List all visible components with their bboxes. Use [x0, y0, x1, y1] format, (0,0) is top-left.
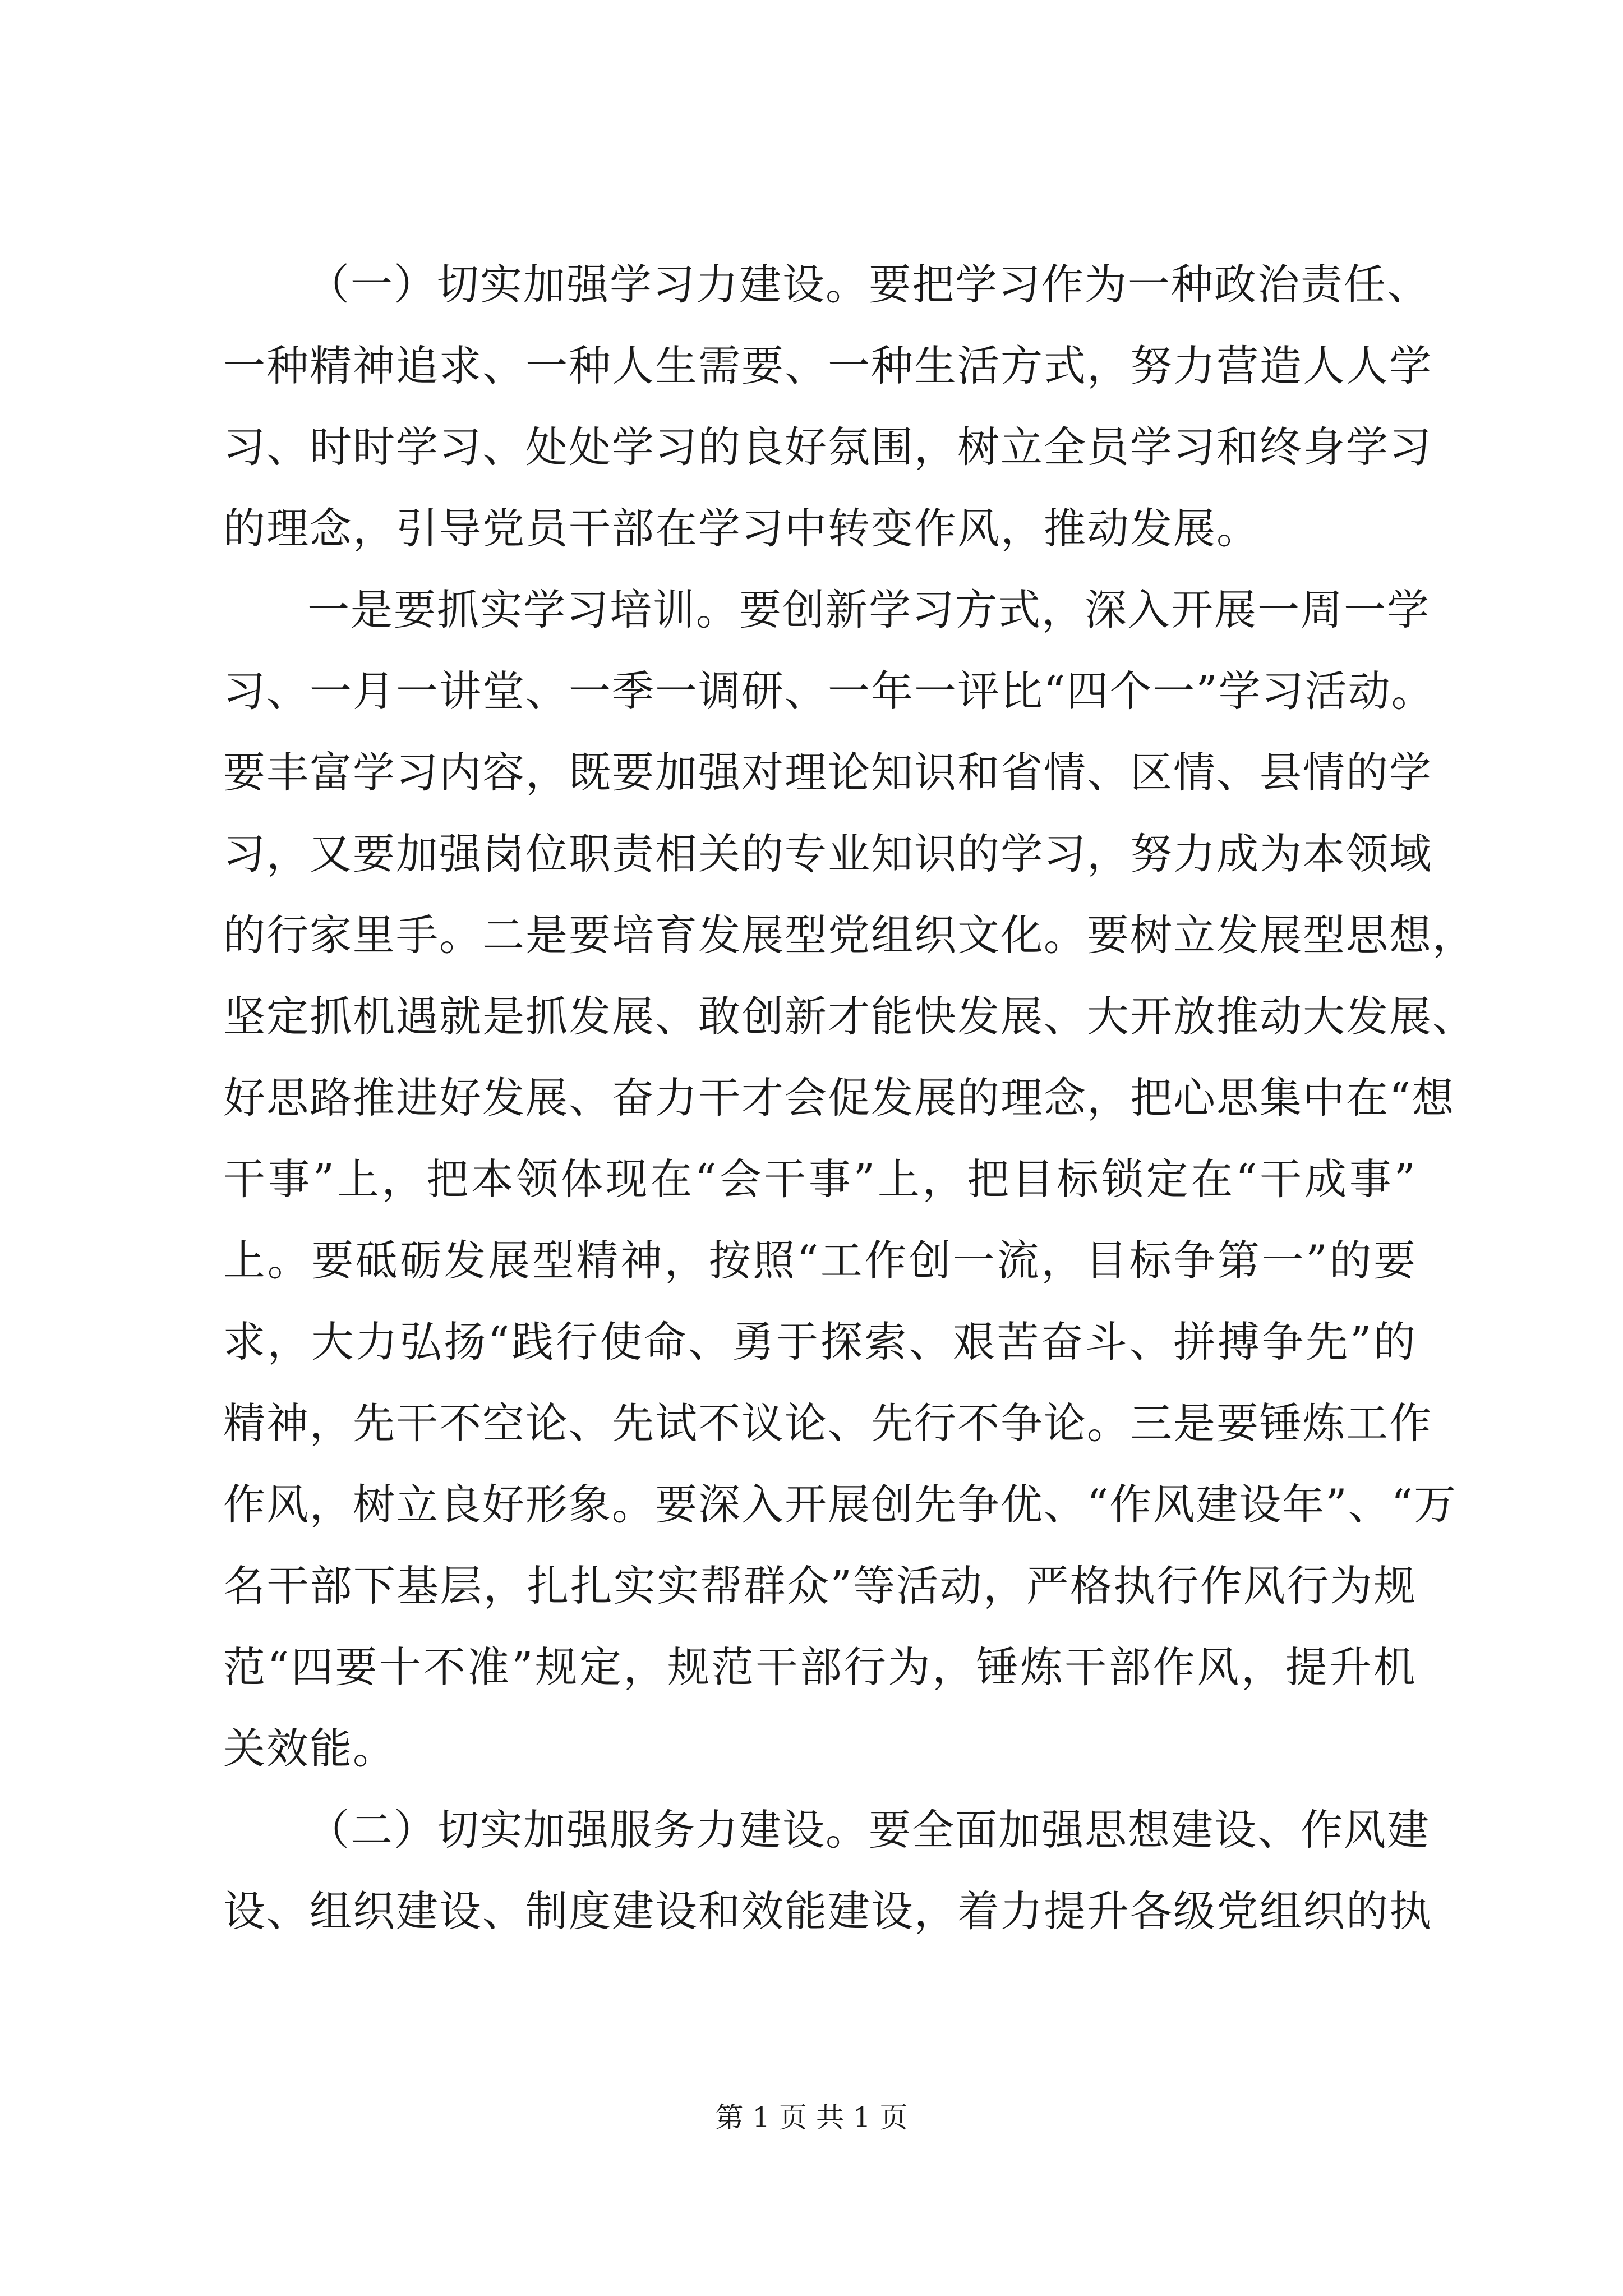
paragraph-2-line-5: 的行家里手。二是要培育发展型党组织文化。要树立发展型思想，	[223, 910, 1476, 960]
paragraph-1-line-3: 习、时时学习、处处学习的良好氛围，树立全员学习和终身学习	[223, 422, 1433, 472]
paragraph-2-line-12: 作风，树立良好形象。要深入开展创先争优、“作风建设年”、“万	[223, 1480, 1458, 1529]
paragraph-1-line-4: 的理念，引导党员干部在学习中转变作风，推动发展。	[223, 504, 1260, 553]
document-body	[223, 244, 1476, 1952]
paragraph-3-line-2: 设、组织建设、制度建设和效能建设，着力提升各级党组织的执	[223, 1887, 1433, 1936]
paragraph-2-line-10: 求，大力弘扬“践行使命、勇于探索、艰苦奋斗、拼搏争先”的	[223, 1317, 1417, 1366]
paragraph-2-line-9: 上。要砥砺发展型精神，按照“工作创一流，目标争第一”的要	[223, 1236, 1417, 1285]
paragraph-2-line-7: 好思路推进好发展、奋力干才会促发展的理念，把心思集中在“想	[223, 1073, 1455, 1122]
paragraph-2-line-3: 要丰富学习内容，既要加强对理论知识和省情、区情、县情的学	[223, 748, 1433, 797]
paragraph-2-line-2: 习、一月一讲堂、一季一调研、一年一评比“四个一”学习活动。	[223, 666, 1435, 716]
page-number-footer: 第 1 页 共 1 页	[715, 2101, 908, 2134]
paragraph-2-line-15: 关效能。	[223, 1724, 396, 1773]
paragraph-2-line-8: 干事”上，把本领体现在“会干事”上，把目标锁定在“干成事”	[223, 1154, 1417, 1204]
paragraph-2-line-6: 坚定抓机遇就是抓发展、敢创新才能快发展、大开放推动大发展、	[223, 992, 1476, 1041]
paragraph-1-line-1: （一）切实加强学习力建设。要把学习作为一种政治责任、	[307, 260, 1431, 309]
paragraph-2-line-1: 一是要抓实学习培训。要创新学习方式，深入开展一周一学	[307, 585, 1431, 634]
paragraph-3-line-1: （二）切实加强服务力建设。要全面加强思想建设、作风建	[307, 1805, 1431, 1855]
paragraph-2-line-14: 范“四要十不准”规定，规范干部行为，锤炼干部作风，提升机	[223, 1642, 1417, 1692]
paragraph-2-line-11: 精神，先干不空论、先试不议论、先行不争论。三是要锤炼工作	[223, 1398, 1433, 1448]
paragraph-1-line-2: 一种精神追求、一种人生需要、一种生活方式，努力营造人人学	[223, 341, 1433, 390]
paragraph-2-line-13: 名干部下基层，扎扎实实帮群众”等活动，严格执行作风行为规	[223, 1561, 1417, 1611]
paragraph-2-line-4: 习，又要加强岗位职责相关的专业知识的学习，努力成为本领域	[223, 829, 1433, 878]
